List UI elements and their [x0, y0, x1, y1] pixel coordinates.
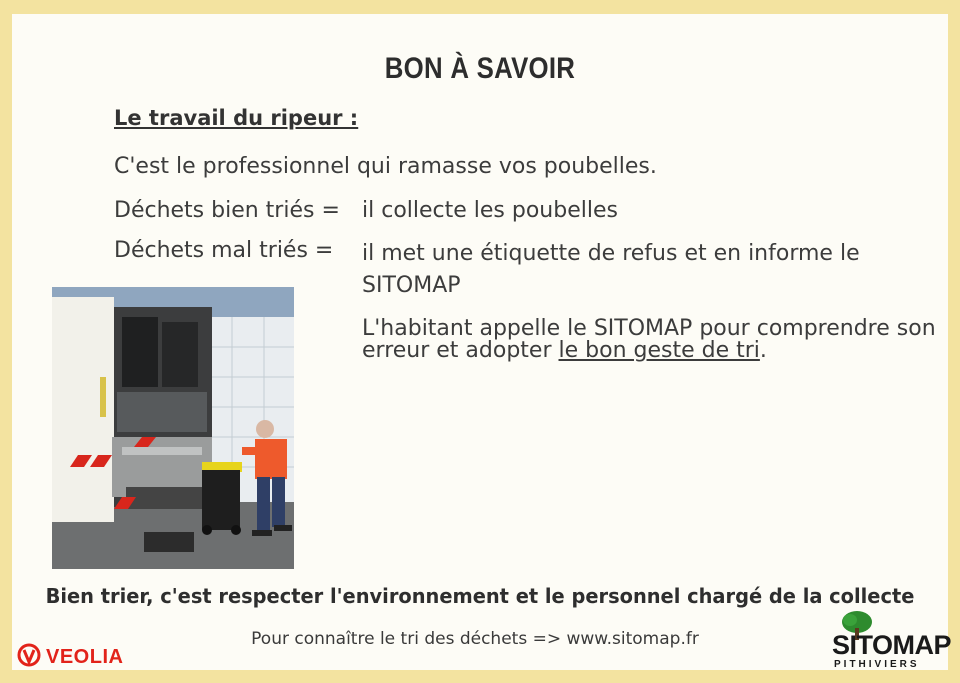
tagline: Bien trier, c'est respecter l'environnement et le personnel chargé de la collecte [45, 584, 915, 608]
sitomap-logo-text: SITOMAP [832, 630, 952, 660]
good-sorting-link[interactable]: le bon geste de tri [558, 338, 760, 363]
veolia-logo-icon [16, 642, 42, 672]
row-text-good: il collecte les poubelles [362, 198, 618, 223]
veolia-logo [16, 644, 123, 670]
sitomap-logo [830, 610, 952, 670]
row-label-bad: Déchets mal triés = [114, 238, 334, 263]
footer-text: Pour connaître le tri des déchets => www.sitomap.fr [251, 629, 699, 649]
section-subtitle: Le travail du ripeur : [114, 106, 359, 130]
row-text-bad: il met une étiquette de refus et en informe le SITOMAP [362, 241, 860, 298]
info-card [12, 14, 952, 670]
intro-text: C'est le professionnel qui ramasse vos poubelles. [114, 154, 657, 179]
sitomap-logo-subtext: PITHIVIERS [834, 659, 920, 670]
veolia-logo-text: VEOLIA [46, 645, 124, 668]
page-title: BON À SAVOIR [384, 52, 576, 85]
paragraph-text: L'habitant appelle le SITOMAP pour comprendre son erreur et adopter [362, 316, 936, 363]
row-label-good: Déchets bien triés = [114, 198, 340, 223]
garbage-truck-photo [52, 287, 294, 569]
explanation-paragraph [362, 318, 942, 362]
paragraph-end: . [759, 338, 767, 363]
